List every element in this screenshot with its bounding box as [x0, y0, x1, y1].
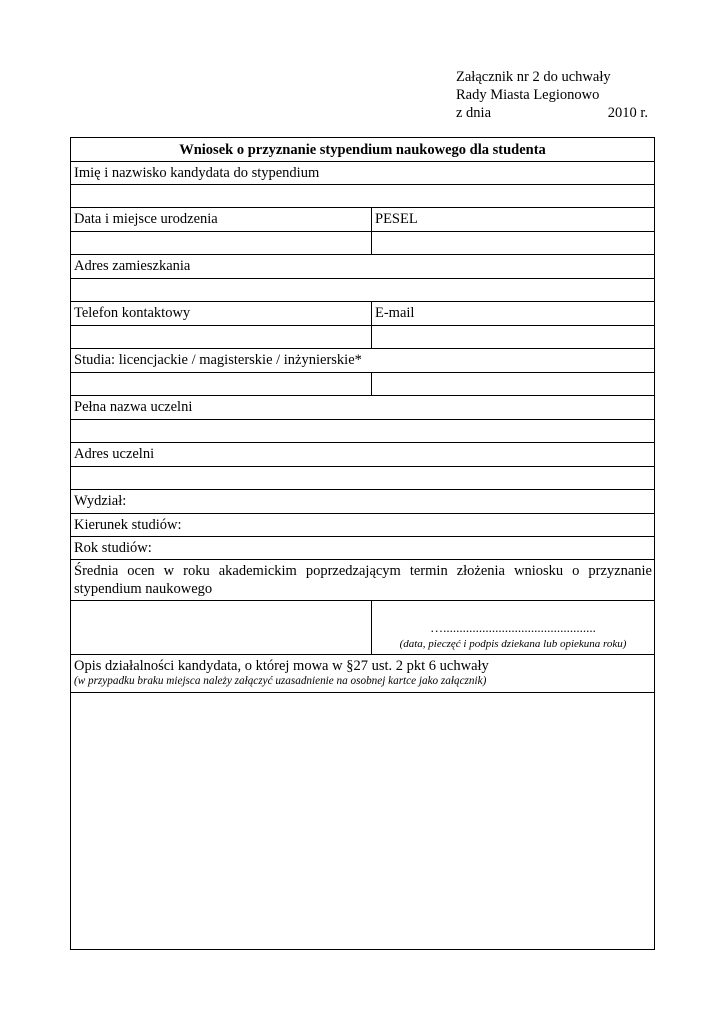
faculty-row — [71, 490, 654, 514]
phone-email-input-row — [71, 326, 654, 349]
birth-input[interactable] — [71, 232, 372, 254]
faculty-label[interactable]: Wydział: — [74, 493, 127, 509]
header-council-line: Rady Miasta Legionowo — [456, 87, 600, 103]
activity-note: (w przypadku braku miejsca należy załączyć uzasadnienie na osobnej kartce jako załącznik) — [74, 675, 487, 687]
address-label: Adres zamieszkania — [74, 258, 191, 274]
pesel-label: PESEL — [375, 211, 418, 227]
email-input[interactable] — [372, 326, 654, 348]
phone-input[interactable] — [71, 326, 372, 348]
year-label[interactable]: Rok studiów: — [74, 540, 152, 556]
signature-caption: (data, pieczęć i podpis dziekana lub opiekuna roku) — [399, 638, 627, 650]
studies-label: Studia: licencjackie / magisterskie / inżynierskie* — [74, 352, 362, 368]
studies-label-row — [71, 349, 654, 373]
birth-pesel-input-row — [71, 232, 654, 255]
university-name-input[interactable] — [71, 420, 654, 442]
name-label: Imię i nazwisko kandydata do stypendium — [74, 165, 320, 181]
activity-label-cell — [71, 655, 654, 692]
header-annex-line: Załącznik nr 2 do uchwały — [456, 69, 611, 85]
average-signature-row — [71, 601, 654, 655]
pesel-input[interactable] — [372, 232, 654, 254]
form-title: Wniosek o przyznanie stypendium naukowego dla studenta — [179, 142, 546, 158]
phone-label: Telefon kontaktowy — [71, 302, 372, 325]
university-address-label: Adres uczelni — [74, 446, 155, 462]
field-label[interactable]: Kierunek studiów: — [74, 517, 182, 533]
university-name-label: Pełna nazwa uczelni — [74, 399, 193, 415]
email-label: E-mail — [375, 305, 415, 321]
university-address-label-row — [71, 443, 654, 467]
average-input[interactable] — [71, 601, 372, 654]
field-row — [71, 514, 654, 537]
studies-input-left[interactable] — [71, 373, 372, 395]
name-label-row — [71, 162, 654, 185]
header-date-line — [456, 104, 648, 122]
document-header — [456, 68, 648, 122]
address-label-row — [71, 255, 654, 279]
header-date-prefix: z dnia — [456, 105, 492, 121]
university-address-input[interactable] — [71, 467, 654, 489]
university-address-input-row — [71, 467, 654, 490]
signature-dots: …............................................... — [430, 620, 596, 635]
year-row — [71, 537, 654, 560]
university-name-label-row — [71, 396, 654, 420]
birth-pesel-label-row — [71, 208, 654, 232]
phone-email-label-row — [71, 302, 654, 326]
activity-input-area[interactable] — [71, 693, 654, 949]
birth-label: Data i miejsce urodzenia — [71, 208, 372, 231]
name-input-row — [71, 185, 654, 208]
name-input[interactable] — [71, 185, 654, 207]
studies-input-right[interactable] — [372, 373, 654, 395]
application-form — [70, 137, 655, 950]
activity-label: Opis działalności kandydata, o której mowa w §27 ust. 2 pkt 6 uchwały — [74, 658, 489, 674]
address-input[interactable] — [71, 279, 654, 301]
address-input-row — [71, 279, 654, 302]
form-title-row — [71, 138, 654, 162]
header-date-suffix: 2010 r. — [607, 105, 648, 121]
signature-cell[interactable] — [372, 601, 654, 654]
average-label: Średnia ocen w roku akademickim poprzedzającym termin złożenia wniosku o przyznanie stypendium naukowego — [74, 563, 652, 597]
average-label-row — [71, 560, 654, 601]
studies-input-row — [71, 373, 654, 396]
university-name-input-row — [71, 420, 654, 443]
activity-label-row — [71, 655, 654, 693]
